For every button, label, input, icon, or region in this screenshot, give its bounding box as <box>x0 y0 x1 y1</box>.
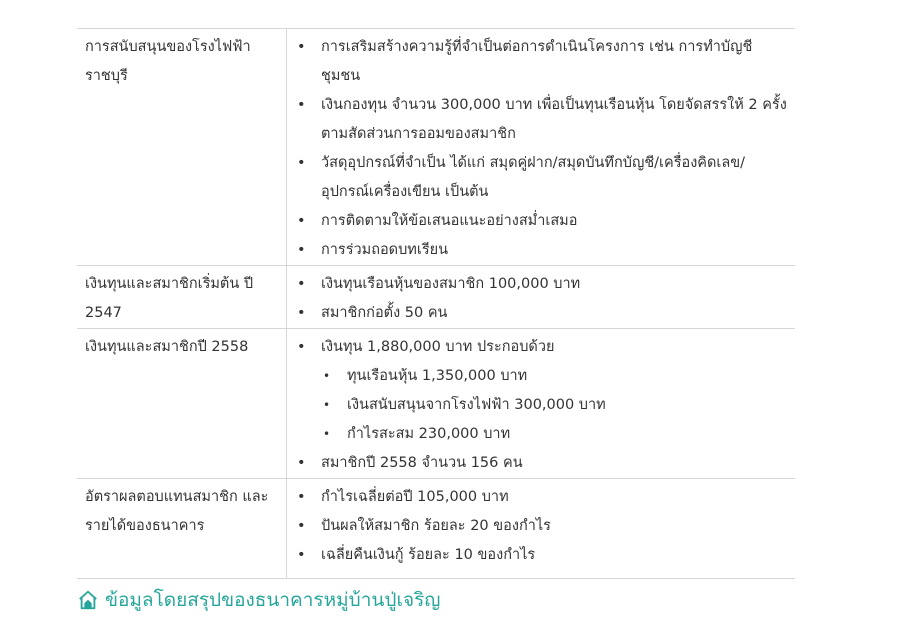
sub-list-item: • เงินสนับสนุนจากโรงไฟฟ้า 300,000 บาท <box>321 391 789 420</box>
list-item: • เงินทุนเรือนหุ้นของสมาชิก 100,000 บาท <box>295 270 789 299</box>
row-content <box>287 29 796 266</box>
list-item: • การร่วมถอดบทเรียน <box>295 236 789 265</box>
row-content <box>287 329 796 479</box>
bullet-list <box>295 270 789 328</box>
list-item: • การเสริมสร้างความรู้ที่จำเป็นต่อการดำเนินโครงการ เช่น การทำบัญชีชุมชน <box>295 33 789 91</box>
sub-list-item: • กำไรสะสม 230,000 บาท <box>321 420 789 449</box>
bullet-list <box>295 33 789 265</box>
list-item-text: เงินทุน 1,880,000 บาท ประกอบด้วย <box>321 339 555 355</box>
table-row <box>77 29 795 266</box>
table-row <box>77 329 795 479</box>
row-label: อัตราผลตอบแทนสมาชิก และรายได้ของธนาคาร <box>77 479 287 579</box>
row-label: เงินทุนและสมาชิกปี 2558 <box>77 329 287 479</box>
row-label: เงินทุนและสมาชิกเริ่มต้น ปี 2547 <box>77 266 287 329</box>
list-item: • เฉลี่ยคืนเงินกู้ ร้อยละ 10 ของกำไร <box>295 541 789 570</box>
bullet-list <box>295 333 789 478</box>
list-item: • สมาชิกปี 2558 จำนวน 156 คน <box>295 449 789 478</box>
section-heading-text: ข้อมูลโดยสรุปของธนาคารหมู่บ้านปู่เจริญ <box>105 589 441 611</box>
sub-bullet-list <box>321 362 789 449</box>
list-item <box>295 333 789 449</box>
row-content <box>287 479 796 579</box>
list-item: • การติดตามให้ข้อเสนอแนะอย่างสม่ำเสมอ <box>295 207 789 236</box>
list-item: • กำไรเฉลี่ยต่อปี 105,000 บาท <box>295 483 789 512</box>
list-item: • ปันผลให้สมาชิก ร้อยละ 20 ของกำไร <box>295 512 789 541</box>
info-table <box>77 28 795 579</box>
table-row <box>77 266 795 329</box>
list-item: • สมาชิกก่อตั้ง 50 คน <box>295 299 789 328</box>
row-label: การสนับสนุนของโรงไฟฟ้าราชบุรี <box>77 29 287 266</box>
bullet-list <box>295 483 789 570</box>
home-icon <box>77 589 99 611</box>
sub-list-item: • ทุนเรือนหุ้น 1,350,000 บาท <box>321 362 789 391</box>
section-heading <box>77 585 440 615</box>
table-row <box>77 479 795 579</box>
row-content <box>287 266 796 329</box>
list-item: • เงินกองทุน จำนวน 300,000 บาท เพื่อเป็นทุนเรือนหุ้น โดยจัดสรรให้ 2 ครั้ง ตามสัดส่วนการออมของสมาชิก <box>295 91 789 149</box>
list-item: • วัสดุอุปกรณ์ที่จำเป็น ได้แก่ สมุดคู่ฝาก/สมุดบันทึกบัญชี/เครื่องคิดเลข/อุปกรณ์เครื่องเขียน เป็นต้น <box>295 149 789 207</box>
